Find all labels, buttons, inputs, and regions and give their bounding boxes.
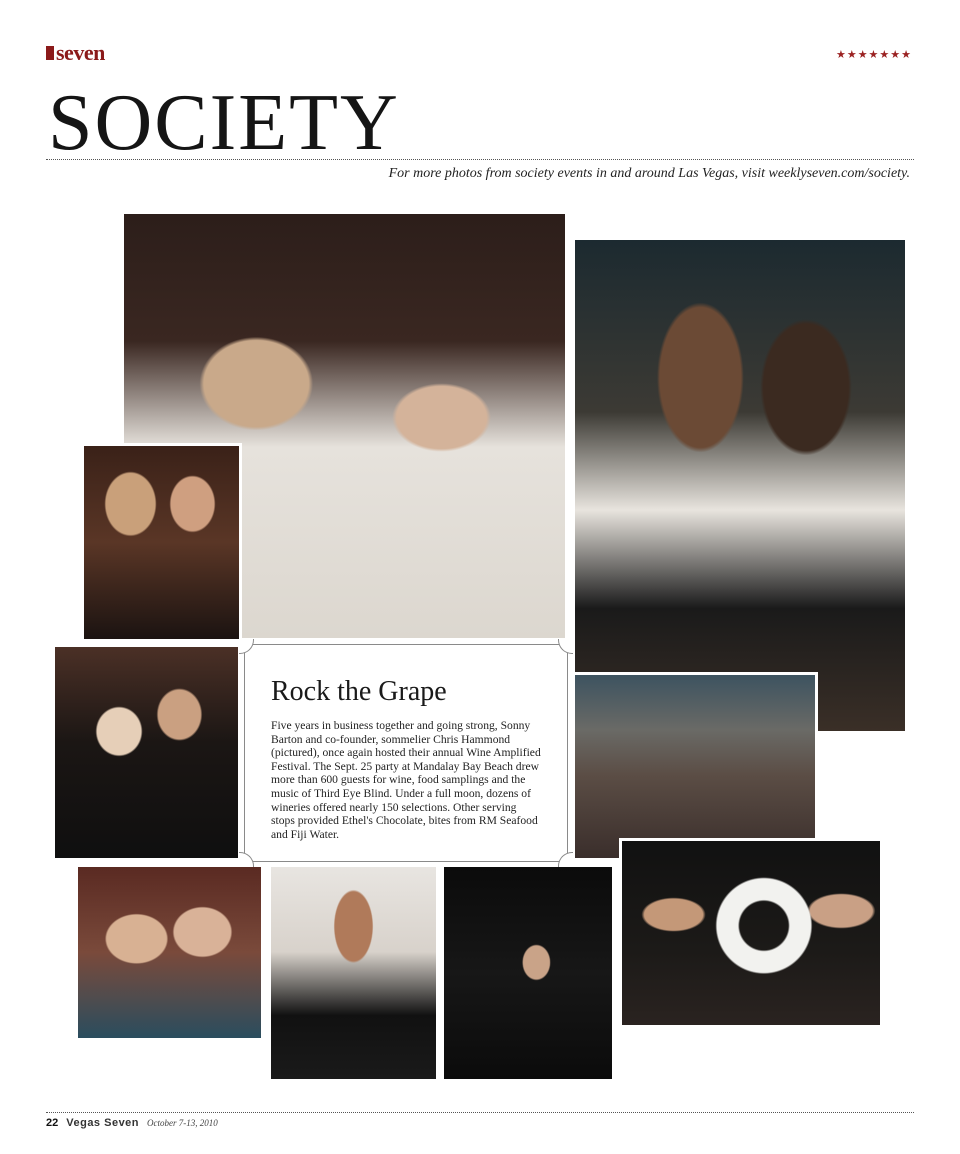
event-photo-crowd: [572, 672, 818, 861]
seven-logo: [46, 42, 105, 64]
event-photo-life-ring-group: [619, 838, 883, 1028]
event-photo-performer-stage: [441, 864, 615, 1082]
page-number: 22: [46, 1117, 59, 1129]
footer-divider: [46, 1112, 914, 1113]
article-box: [244, 644, 568, 862]
event-photo-two-women-smiling: [75, 864, 264, 1041]
article-body: Five years in business together and going strong, Sonny Barton and co-founder, sommelier Chris Hammond (pictured), once again hosted their annual Wine Amplified Festival. The Sept. 25 party at Mandalay Bay Beach drew more than 600 guests for wine, food samplings and the music of Third Eye Blind. Under a full moon, dozens of wineries offered nearly 150 selections. Other serving stops provided Ethel's Chocolate, bites from RM Seafood and Fiji Water.: [271, 719, 541, 841]
frame-corner: [239, 852, 254, 867]
header-divider: [46, 159, 914, 160]
event-photo-woman-wine-bottle: [268, 864, 439, 1082]
event-photo-two-women-pool: [572, 237, 908, 734]
logo-bar-mark: [46, 46, 54, 60]
issue-date: October 7-13, 2010: [147, 1118, 218, 1128]
article-title: Rock the Grape: [271, 676, 447, 707]
event-photo-two-women-drinks: [81, 443, 242, 642]
star-rating-decoration: ★★★★★★★: [835, 48, 912, 61]
page-footer: [46, 1117, 218, 1129]
logo-text: seven: [56, 40, 105, 65]
event-photo-couple-wine: [52, 644, 241, 861]
frame-corner: [558, 852, 573, 867]
frame-corner: [558, 639, 573, 654]
section-tagline: For more photos from society events in and around Las Vegas, visit weeklyseven.com/society.: [388, 166, 910, 181]
publication-name: Vegas Seven: [66, 1117, 140, 1129]
frame-corner: [239, 639, 254, 654]
section-title: SOCIETY: [48, 79, 400, 167]
